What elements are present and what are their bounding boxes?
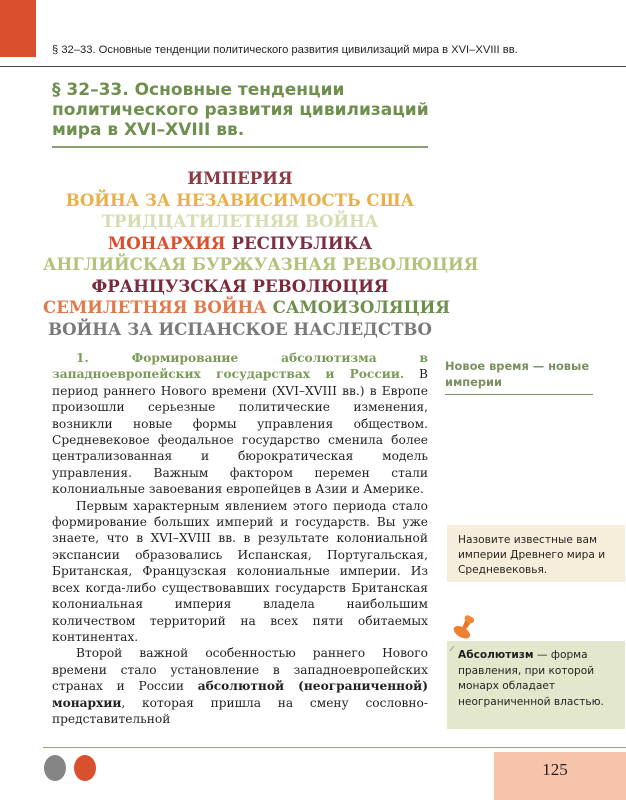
- term-absolute-monarchy: абсолютной (неограниченной) монархии: [52, 679, 428, 710]
- word-cloud-term: ИМПЕРИЯ: [187, 168, 293, 188]
- word-cloud-line: [40, 211, 440, 233]
- word-cloud-term: СЕМИЛЕТНЯЯ ВОЙНА: [43, 297, 267, 317]
- margin-note: Новое время — новые империи: [445, 359, 590, 389]
- word-cloud-term: ФРАНЦУЗСКАЯ РЕВОЛЮЦИЯ: [91, 275, 389, 296]
- word-cloud-line: [40, 254, 479, 276]
- paragraph-1-text: В период раннего Нового времени (XVI–XVIII вв.) в Европе произошли серьезные политические изменения, возникли новые формы управления обществом. Средневековое феодальное государство сменила более централизованная и бюрократическая модель управления. Важным фактором перемен стали колониальные завоевания европейцев в Азии и Америке.: [52, 367, 428, 497]
- running-head: § 32–33. Основные тенденции политического развития цивилизаций мира в XVI–XVIII вв.: [52, 44, 518, 56]
- gray-dot-icon: [44, 755, 66, 781]
- title-underline: [52, 146, 428, 148]
- word-cloud: [40, 168, 479, 340]
- word-cloud-term: САМОИЗОЛЯЦИЯ: [272, 297, 450, 317]
- word-cloud-line: [40, 233, 440, 255]
- body-text: [52, 350, 428, 727]
- chapter-title: § 32–33. Основные тенденции политического развития цивилизаций мира в XVI–XVIII вв.: [52, 80, 429, 140]
- definition-body: — форма правления, при которой монарх обладает неограниченной властью.: [458, 649, 604, 708]
- page-number: 125: [542, 760, 568, 779]
- definition-text: [458, 648, 608, 710]
- word-cloud-term: ТРИДЦАТИЛЕТНЯЯ ВОЙНА: [101, 211, 379, 231]
- pushpin-icon: [448, 612, 476, 652]
- word-cloud-line: [40, 168, 440, 190]
- word-cloud-line: [40, 190, 440, 212]
- corner-accent-bar: [0, 0, 36, 57]
- word-cloud-line: [40, 297, 450, 319]
- word-cloud-line: [40, 319, 440, 341]
- word-cloud-term: РЕСПУБЛИКА: [231, 232, 373, 253]
- orange-dot-icon: [74, 755, 96, 781]
- word-cloud-term: ВОЙНА ЗА ИСПАНСКОЕ НАСЛЕДСТВО: [48, 318, 432, 339]
- word-cloud-term: ВОЙНА ЗА НЕЗАВИСИМОСТЬ США: [65, 189, 415, 210]
- paragraph-3: [52, 645, 428, 727]
- word-cloud-term: АНГЛИЙСКАЯ БУРЖУАЗНАЯ РЕВОЛЮЦИЯ: [43, 254, 479, 274]
- paragraph-3-start: Второй важной особенностью раннего Нового времени стало установление в западноевропейских странах и России: [52, 646, 428, 694]
- question-text: Назовите известные вам империи Древнего мира и Средневековья.: [458, 534, 606, 576]
- paragraph-2: Первым характерным явлением этого периода стало формирование больших империй и государств. Вы уже знаете, что в XVI–XVIII вв. в результате колониальной экспансии образовались Испанская, Португальская, Британская, Французская колониальные империи. Из всех когда-либо существовавших государств Британская колониальная империя владела наибольшим количеством территорий на всех пяти обитаемых континентах.: [52, 498, 428, 644]
- margin-note-underline: [445, 394, 593, 395]
- paragraph-3-end: , которая пришла на смену сословно-представительной: [52, 695, 428, 726]
- word-cloud-line: [40, 276, 440, 298]
- header-divider: [0, 66, 626, 67]
- paragraph-1: [52, 350, 428, 498]
- section-heading: 1. Формирование абсолютизма в западноевропейских государствах и России.: [52, 351, 428, 382]
- word-cloud-term: МОНАРХИЯ: [107, 232, 226, 253]
- definition-term: Абсолютизм: [458, 649, 534, 661]
- footer-divider: [43, 747, 626, 748]
